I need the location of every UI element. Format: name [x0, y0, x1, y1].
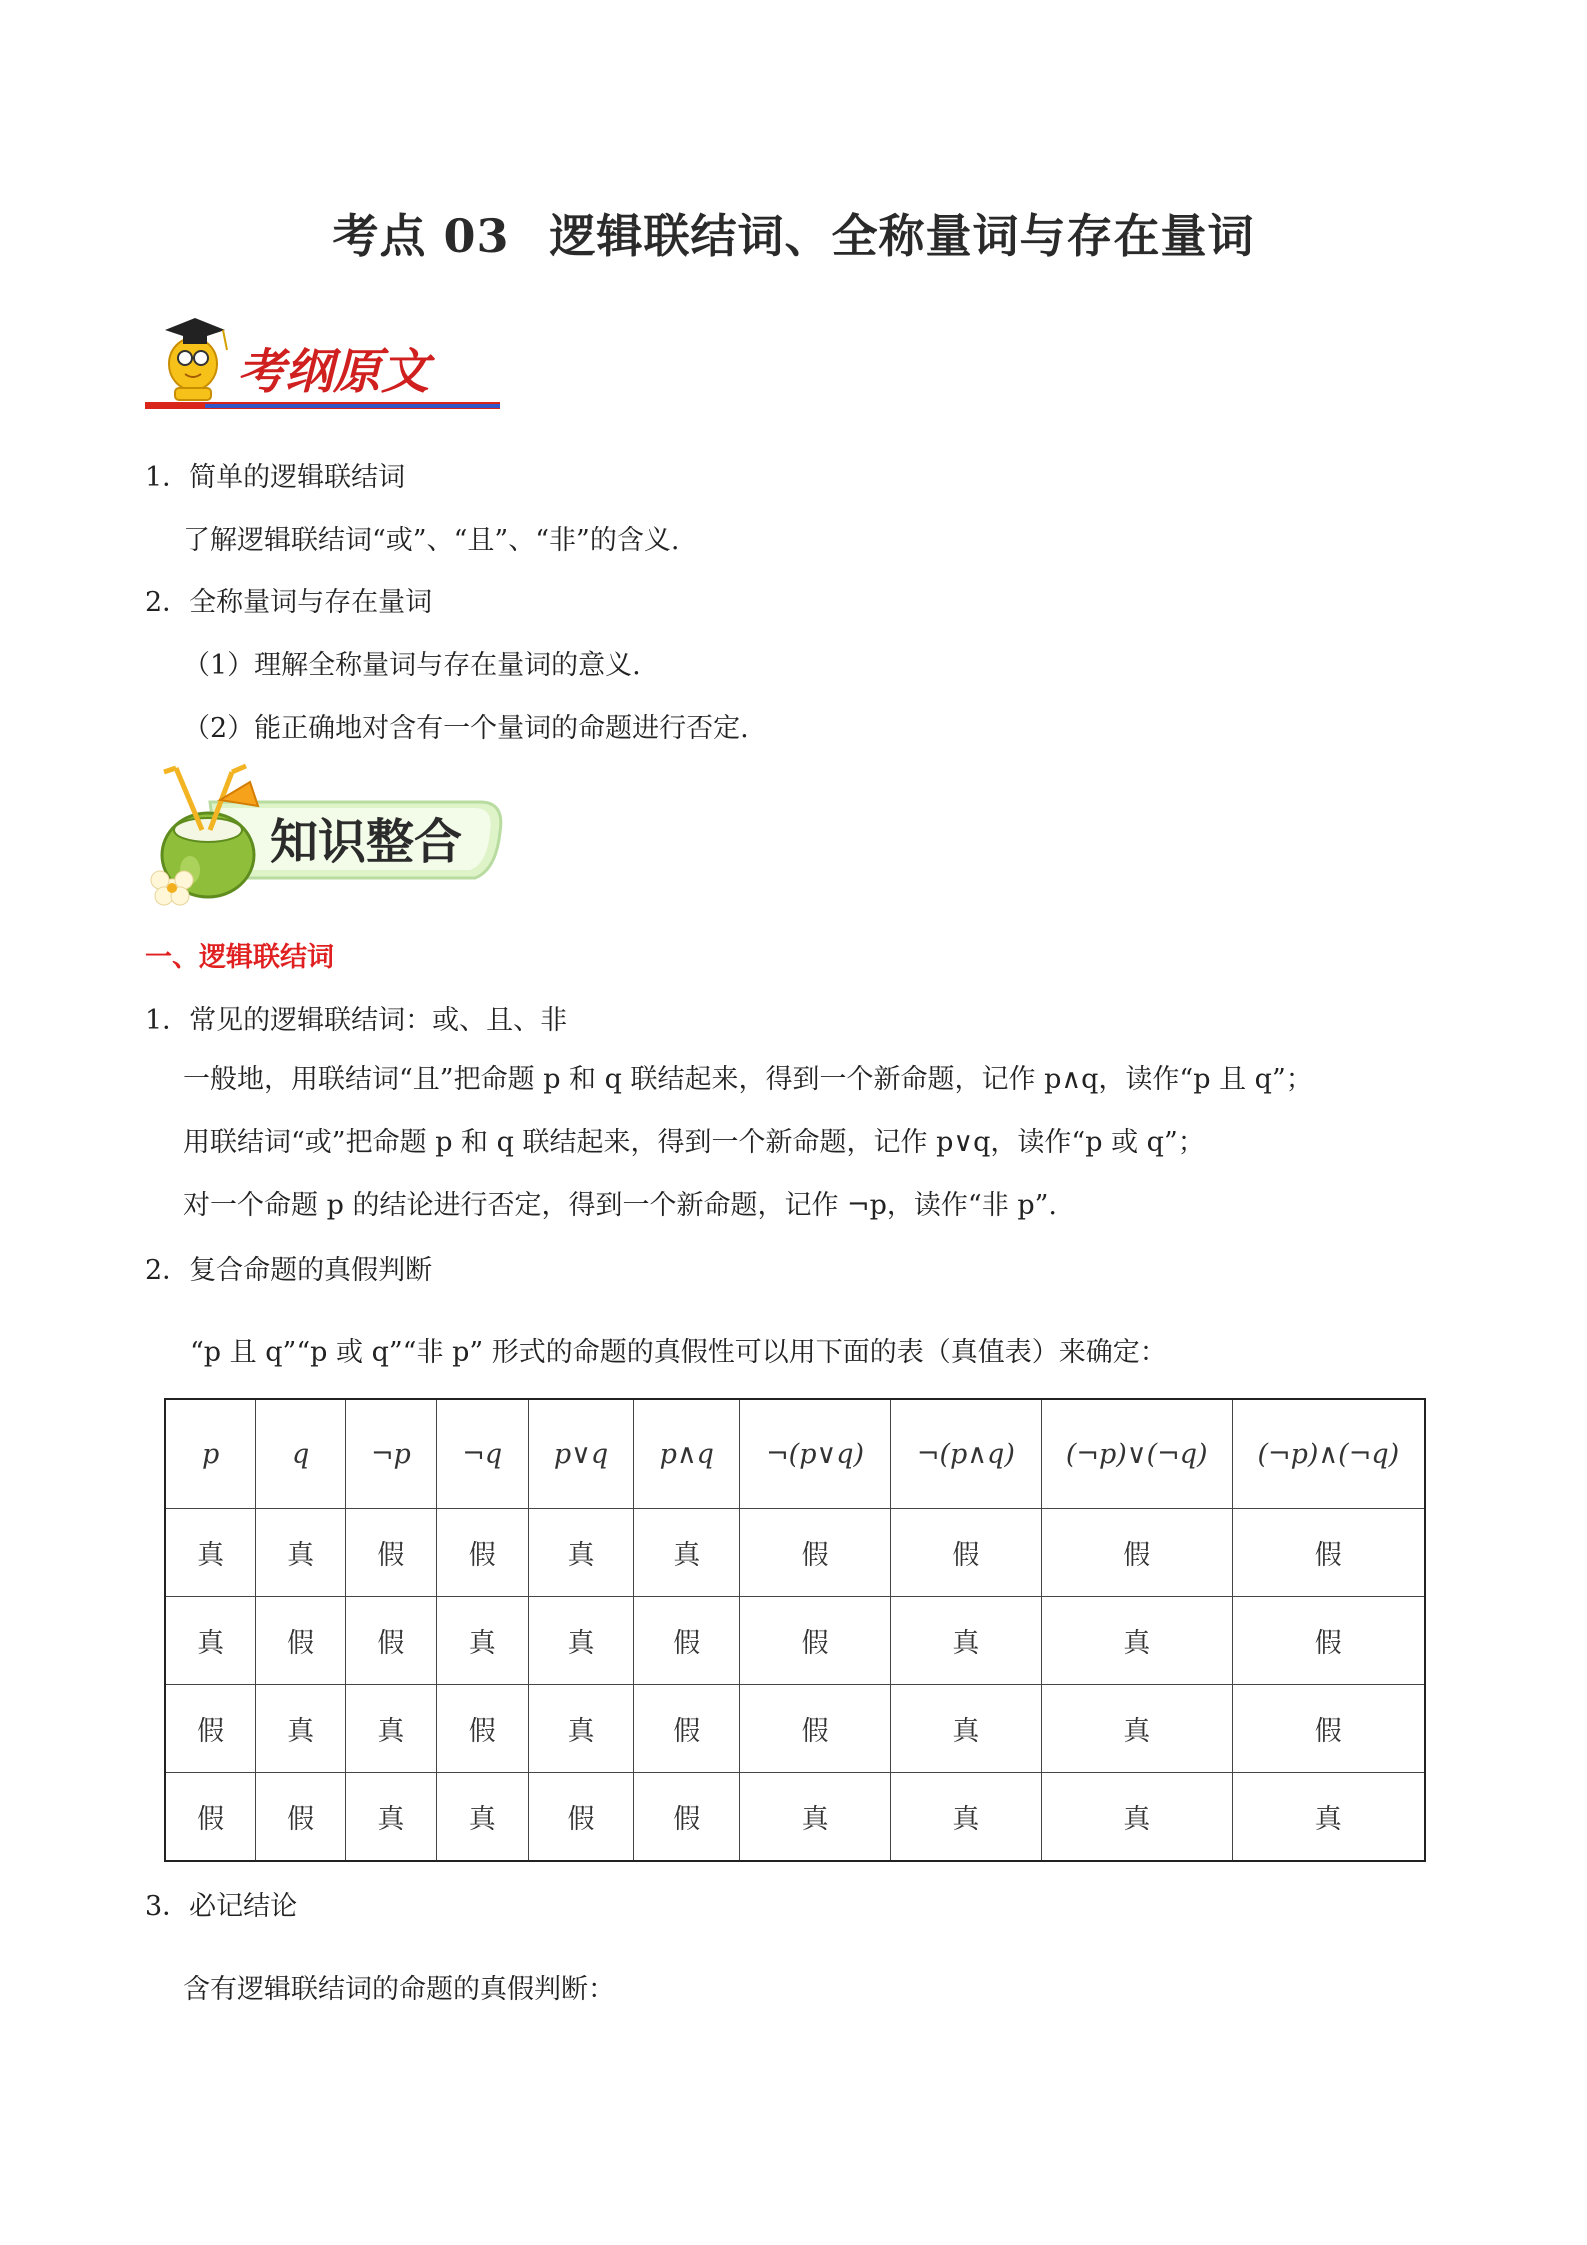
- table-cell: 真: [1041, 1597, 1232, 1685]
- table-cell: 假: [740, 1597, 891, 1685]
- table-cell: 真: [1232, 1773, 1425, 1862]
- header-cell: ¬(p∨q): [740, 1399, 891, 1509]
- scholar-mascot-icon: [165, 318, 227, 400]
- table-cell: 真: [436, 1773, 528, 1862]
- page-title: [0, 200, 1587, 266]
- table-cell: 真: [346, 1773, 437, 1862]
- table-cell: 假: [1232, 1685, 1425, 1773]
- header-cell: q: [256, 1399, 346, 1509]
- table-header-row: [165, 1399, 1425, 1509]
- header-cell: p∧q: [634, 1399, 740, 1509]
- table-cell: 假: [436, 1509, 528, 1597]
- table-cell: 假: [436, 1685, 528, 1773]
- table-cell: 真: [634, 1509, 740, 1597]
- table-row: [165, 1773, 1425, 1862]
- table-cell: 假: [634, 1773, 740, 1862]
- table-cell: 假: [256, 1773, 346, 1862]
- table-cell: 真: [890, 1773, 1041, 1862]
- table-cell: 真: [890, 1685, 1041, 1773]
- outline-item1-text: 了解逻辑联结词“或”、“且”、“非”的含义.: [183, 525, 680, 556]
- table-cell: 假: [890, 1509, 1041, 1597]
- s1-item3-heading: 3．必记结论: [145, 1891, 298, 1922]
- outline-item2-sub2: （2）能正确地对含有一个量词的命题进行否定.: [183, 713, 749, 744]
- table-cell: 真: [256, 1509, 346, 1597]
- truth-table: [164, 1398, 1426, 1862]
- knowledge-summary-banner: [150, 760, 510, 910]
- table-cell: 假: [634, 1685, 740, 1773]
- outline-item2-sub1: （1）理解全称量词与存在量词的意义.: [183, 650, 641, 681]
- table-cell: 假: [346, 1597, 437, 1685]
- table-cell: 假: [1041, 1509, 1232, 1597]
- title-main: 逻辑联结词、全称量词与存在量词: [549, 209, 1255, 263]
- table-cell: 假: [528, 1773, 634, 1862]
- exam-outline-banner: [145, 296, 505, 414]
- header-cell: (¬p)∧(¬q): [1232, 1399, 1425, 1509]
- header-cell: ¬p: [346, 1399, 437, 1509]
- table-cell: 真: [256, 1685, 346, 1773]
- outline-item1-heading: 1．简单的逻辑联结词: [145, 462, 406, 493]
- table-cell: 真: [528, 1685, 634, 1773]
- table-cell: 假: [634, 1597, 740, 1685]
- s1-or-line: 用联结词“或”把命题 p 和 q 联结起来，得到一个新命题，记作 p∨q，读作“p 或 q”；: [183, 1127, 1205, 1158]
- table-cell: 假: [740, 1685, 891, 1773]
- table-cell: 假: [740, 1509, 891, 1597]
- table-cell: 真: [740, 1773, 891, 1862]
- table-cell: 真: [165, 1509, 256, 1597]
- table-cell: 假: [346, 1509, 437, 1597]
- header-cell: (¬p)∨(¬q): [1041, 1399, 1232, 1509]
- s1-item1-heading: 1．常见的逻辑联结词：或、且、非: [145, 1005, 568, 1036]
- outline-item2-heading: 2．全称量词与存在量词: [145, 587, 433, 618]
- table-row: [165, 1597, 1425, 1685]
- table-cell: 假: [1232, 1597, 1425, 1685]
- table-cell: 假: [256, 1597, 346, 1685]
- table-row: [165, 1685, 1425, 1773]
- s1-item2-text: “p 且 q”“p 或 q”“非 p” 形式的命题的真假性可以用下面的表（真值表）来确定：: [190, 1337, 1167, 1368]
- header-cell: p∨q: [528, 1399, 634, 1509]
- s1-item2-heading: 2．复合命题的真假判断: [145, 1255, 433, 1286]
- header-cell: ¬(p∧q): [890, 1399, 1041, 1509]
- s1-not-line: 对一个命题 p 的结论进行否定，得到一个新命题，记作 ¬p，读作“非 p”.: [183, 1190, 1057, 1221]
- table-cell: 假: [1232, 1509, 1425, 1597]
- table-cell: 真: [528, 1509, 634, 1597]
- table-cell: 真: [346, 1685, 437, 1773]
- title-prefix: 考点 03: [332, 209, 510, 263]
- banner1-label: 考纲原文: [237, 344, 430, 400]
- table-cell: 真: [1041, 1773, 1232, 1862]
- table-cell: 真: [165, 1597, 256, 1685]
- table-cell: 假: [165, 1685, 256, 1773]
- banner2-label: 知识整合: [270, 814, 463, 870]
- table-cell: 真: [1041, 1685, 1232, 1773]
- header-cell: ¬q: [436, 1399, 528, 1509]
- table-cell: 假: [165, 1773, 256, 1862]
- section1-heading: 一、逻辑联结词: [145, 942, 334, 973]
- header-cell: p: [165, 1399, 256, 1509]
- table-cell: 真: [890, 1597, 1041, 1685]
- table-cell: 真: [528, 1597, 634, 1685]
- s1-and-line: 一般地，用联结词“且”把命题 p 和 q 联结起来，得到一个新命题，记作 p∧q，读作“p 且 q”；: [183, 1064, 1313, 1095]
- table-row: [165, 1509, 1425, 1597]
- s1-item3-text: 含有逻辑联结词的命题的真假判断：: [183, 1974, 615, 2005]
- table-cell: 真: [436, 1597, 528, 1685]
